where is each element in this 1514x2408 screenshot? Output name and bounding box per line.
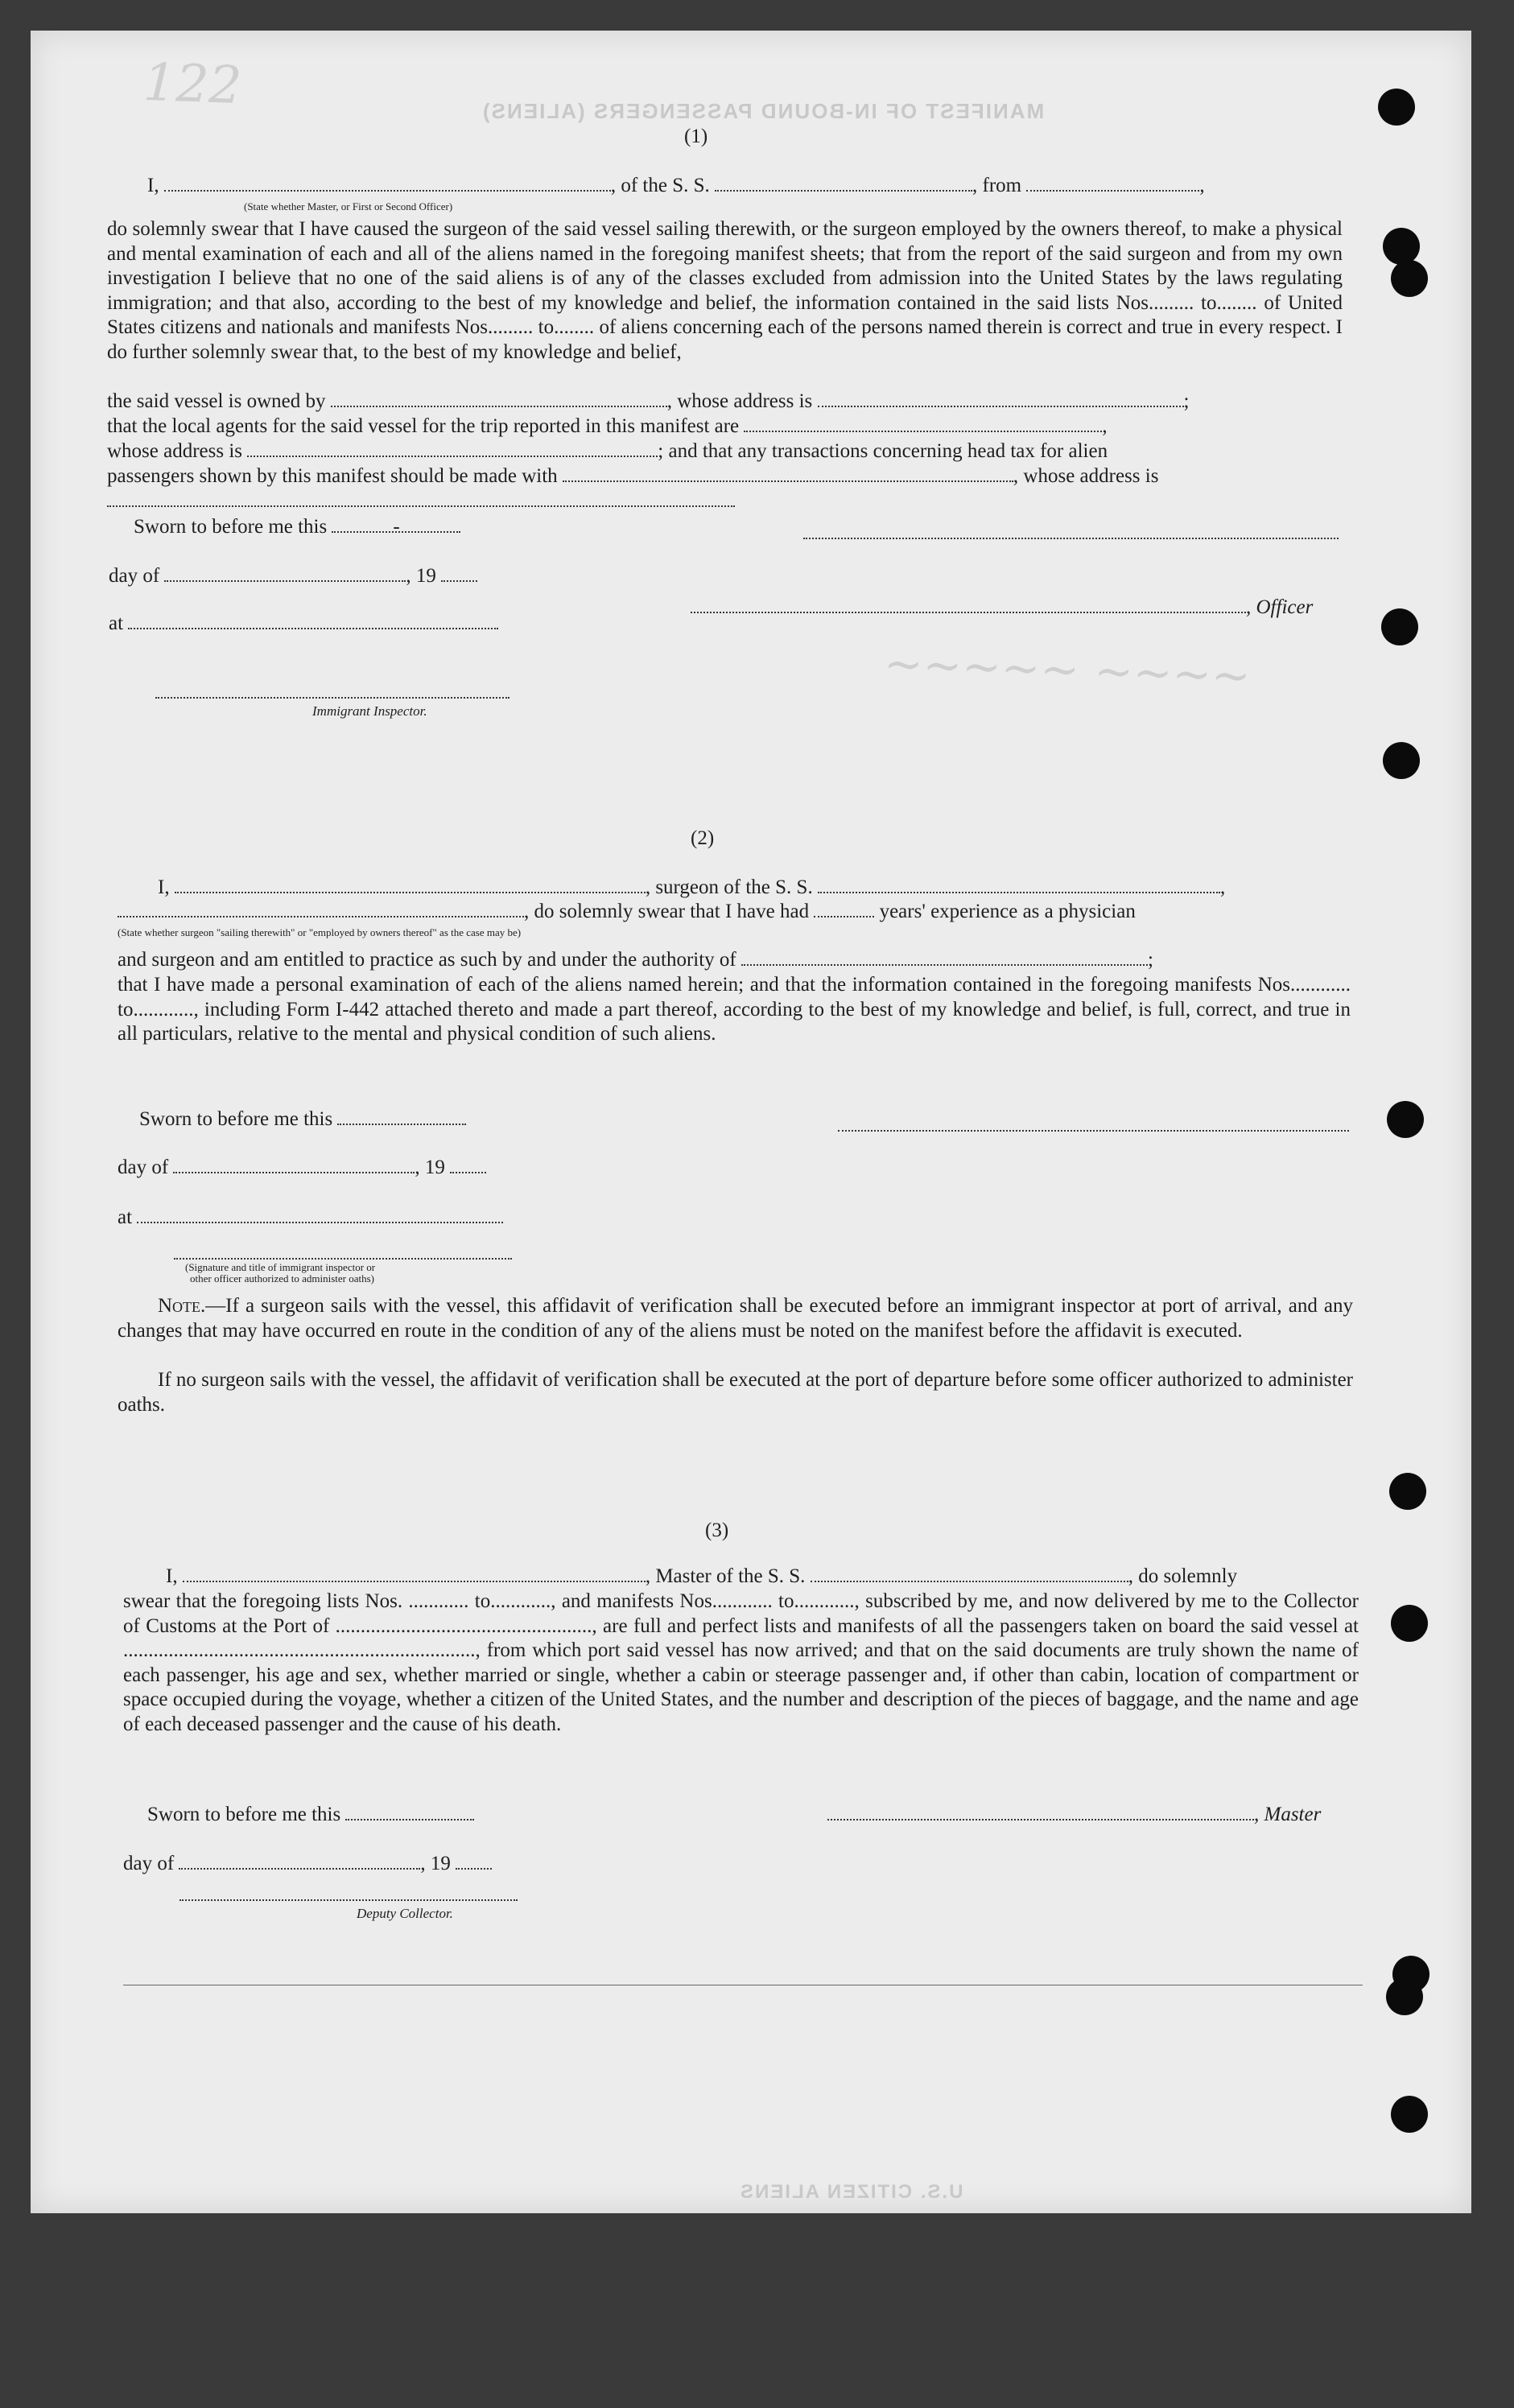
- s1-address-continuation-blank: [107, 505, 735, 507]
- s2-note-label: Note.: [158, 1295, 206, 1317]
- s2-swear-label: , do solemnly swear that I have had: [524, 901, 810, 922]
- s1-at-line: [109, 612, 498, 636]
- s1-at-blank: [128, 612, 498, 629]
- s2-signature-blank: [174, 1258, 512, 1260]
- s1-passengers-label: passengers shown by this manifest should be made with: [107, 465, 558, 487]
- s2-i-label: I,: [158, 876, 170, 898]
- s1-line1-end: ,: [1199, 175, 1205, 196]
- s1-day-label: day of: [109, 565, 160, 587]
- s1-sworn-line: [134, 515, 460, 539]
- s2-sig-note-1: (Signature and title of immigrant inspector or: [185, 1261, 376, 1273]
- bleed-through-footer: U.S. CITIZEN ALIENS: [739, 2181, 963, 2203]
- s2-sworn-blank: [337, 1107, 466, 1125]
- s1-sworn-right-blank: [803, 538, 1339, 539]
- s1-officer-line: [691, 596, 1313, 620]
- s3-sworn-blank: [345, 1803, 474, 1820]
- s2-years-blank: [814, 900, 874, 917]
- s1-sworn-label: Sworn to before me this: [134, 516, 328, 538]
- s1-head-tax-party-blank: [563, 464, 1013, 482]
- s2-note-1-text: —If a surgeon sails with the vessel, this affidavit of verification shall be executed before an immigrant inspector at port of arrival, and any changes that may have occurred en route in the condition of any of the aliens must be noted on the manifest before the affidavit is executed.: [118, 1295, 1353, 1342]
- s2-authority-end: ;: [1148, 949, 1153, 971]
- s1-day-line: [109, 564, 477, 588]
- s2-authority-label: and surgeon and am entitled to practice as such by and under the authority of: [118, 949, 736, 971]
- s3-day-label: day of: [123, 1853, 175, 1874]
- s1-day-blank: [164, 564, 406, 582]
- s1-passengers-line: [107, 464, 1158, 489]
- section-3-number: (3): [705, 1519, 729, 1541]
- s3-sworn-label: Sworn to before me this: [147, 1804, 341, 1825]
- s3-collector-sign-blank: [179, 1899, 518, 1901]
- s1-sworn-value: -: [393, 516, 400, 538]
- s2-ship-blank: [818, 876, 1220, 893]
- s1-owner-blank: [331, 390, 667, 407]
- s1-owned-line: [107, 390, 1189, 414]
- punch-hole: [1381, 608, 1418, 645]
- s1-owned-label: the said vessel is owned by: [107, 390, 326, 412]
- s2-sworn-right-blank: [838, 1130, 1349, 1132]
- punch-hole: [1391, 1605, 1428, 1642]
- s1-agents-blank: [744, 414, 1102, 432]
- s3-line1-end: , do solemnly: [1128, 1565, 1238, 1587]
- s1-address-line: [107, 439, 1108, 464]
- s3-year-label: , 19: [420, 1853, 451, 1874]
- s2-note-1: [118, 1294, 1353, 1343]
- punch-hole: [1391, 260, 1428, 297]
- s1-from-label: , from: [972, 175, 1022, 196]
- s2-year-label: , 19: [415, 1157, 445, 1178]
- s3-year-blank: [456, 1852, 492, 1870]
- s3-i-label: I,: [166, 1565, 178, 1587]
- section-2-number: (2): [691, 827, 715, 849]
- s3-collector-label: Deputy Collector.: [357, 1906, 453, 1921]
- s3-ship-blank: [811, 1565, 1128, 1582]
- s2-at-line: [118, 1206, 503, 1230]
- s2-authority-blank: [741, 948, 1148, 966]
- page-number-handwritten: 122: [142, 52, 243, 117]
- s2-years-label: years' experience as a physician: [879, 901, 1136, 922]
- s3-master-name-blank: [183, 1565, 646, 1582]
- s2-year-blank: [450, 1156, 486, 1173]
- s3-master-sign-label: , Master: [1254, 1804, 1322, 1825]
- punch-hole: [1387, 1101, 1424, 1138]
- s1-agents-label: that the local agents for the said vessel for the trip reported in this manifest are: [107, 415, 740, 437]
- s2-line1: [158, 876, 1225, 900]
- s1-year-label: , 19: [406, 565, 436, 587]
- s2-surgeon-name-blank: [175, 876, 646, 893]
- s2-at-label: at: [118, 1206, 133, 1228]
- s1-agents-address-blank: [247, 439, 658, 457]
- s1-of-ss-label: , of the S. S.: [610, 175, 710, 196]
- s1-agents-address-label: whose address is: [107, 440, 243, 462]
- s2-status-blank: [118, 900, 524, 917]
- s3-master-sign-line: [827, 1803, 1321, 1827]
- bleed-through-header: MANIFEST OF IN-BOUND PASSENGERS (ALIENS): [481, 99, 1045, 123]
- punch-hole: [1389, 1473, 1426, 1510]
- s1-officer-sign-blank: [691, 596, 1246, 613]
- s1-at-label: at: [109, 612, 124, 634]
- s2-authority-line: [118, 948, 1153, 972]
- s2-surgeon-label: , surgeon of the S. S.: [645, 876, 813, 898]
- s1-sworn-blank: [332, 515, 460, 538]
- bleed-through-signature: ~~~~~ ~~~~: [882, 636, 1252, 703]
- s2-day-blank: [173, 1156, 415, 1173]
- s1-inspector-label: Immigrant Inspector.: [312, 703, 427, 719]
- punch-hole: [1383, 228, 1420, 265]
- s1-ship-blank: [715, 174, 972, 192]
- s2-paragraph: that I have made a personal examination of each of the aliens named herein; and that the information contained in the foregoing manifests Nos............ to............, including Form I-442 attached thereto and made a part thereof, according to the best of my knowledge and belief, is full, correct, and true in all particulars, relative to the mental and physical condition of such aliens.: [118, 974, 1351, 1045]
- section-1-number: (1): [684, 126, 708, 147]
- s1-from-blank: [1026, 174, 1199, 192]
- s2-at-blank: [137, 1206, 503, 1223]
- punch-hole: [1383, 742, 1420, 779]
- s3-master-label: , Master of the S. S.: [645, 1565, 806, 1587]
- s3-master-sign-blank: [827, 1803, 1254, 1820]
- s1-agents-line: [107, 414, 1108, 439]
- s1-line1: [147, 174, 1205, 198]
- s1-head-tax-text: ; and that any transactions concerning head tax for alien: [658, 440, 1108, 462]
- punch-hole: [1391, 2096, 1428, 2133]
- s3-day-blank: [179, 1852, 420, 1870]
- s1-agents-end: ,: [1102, 415, 1108, 437]
- s2-surgeon-note: (State whether surgeon "sailing therewith" or "employed by owners thereof" as the case may be): [118, 926, 522, 938]
- s1-owned-end: ;: [1183, 390, 1190, 412]
- s3-day-line: [123, 1852, 492, 1876]
- s1-year-blank: [441, 564, 477, 582]
- s1-inspector-sign-blank: [155, 697, 509, 699]
- s1-owner-address-blank: [818, 390, 1184, 407]
- s1-paragraph: do solemnly swear that I have caused the surgeon of the said vessel sailing therewith, or the surgeon employed by the owners thereof, to make a physical and mental examination of each and all of the aliens named in the foregoing manifest sheets; that from the report of the said surgeon and from my own investigation I believe that no one of the said aliens is of any of the classes excluded from admission into the United States by the laws regulating immigration; and that also, according to the best of my knowledge and belief, the information contained in the said lists Nos......... to........ of United States citizens and nationals and manifests Nos......... to........ of aliens concerning each of the persons named therein is correct and true in every respect. I do further solemnly swear that, to the best of my knowledge and belief,: [107, 218, 1343, 363]
- s1-whose-address-label: , whose address is: [666, 390, 813, 412]
- s2-sig-note-2: other officer authorized to administer oaths): [190, 1272, 374, 1284]
- punch-hole: [1386, 1978, 1423, 2015]
- s2-sworn-label: Sworn to before me this: [139, 1108, 333, 1130]
- document-page: [31, 31, 1471, 2213]
- s3-sworn-line: [147, 1803, 474, 1827]
- s1-i-label: I,: [147, 175, 159, 196]
- s2-day-label: day of: [118, 1157, 169, 1178]
- s1-officer-label: , Officer: [1246, 596, 1314, 618]
- s1-officer-note: (State whether Master, or First or Second Officer): [244, 200, 453, 212]
- s2-note-2: If no surgeon sails with the vessel, the affidavit of verification shall be executed at the port of departure before some officer authorized to administer oaths.: [118, 1369, 1353, 1416]
- s2-sworn-line: [139, 1107, 466, 1132]
- s3-line1: [166, 1565, 1237, 1589]
- s2-day-line: [118, 1156, 486, 1180]
- s2-line1-end: ,: [1219, 876, 1226, 898]
- s2-line2: [118, 900, 1136, 924]
- s1-officer-blank: [164, 174, 611, 192]
- s3-paragraph: swear that the foregoing lists Nos. ............ to............, and manifests Nos............ to............, subscribed by me, and now delivered by me to the Collector of Customs at the Port of ..................................................., are full and perfect lists and manifests of all the passengers taken on board the said vessel at ......................................................................, from which port said vessel has now arrived; and that on the said documents are truly shown the name of each passenger, his age and sex, whether married or single, whether a cabin or steerage passenger and, if other than cabin, location of compartment or space occupied during the voyage, whether a citizen of the United States, and the number and description of the pieces of baggage, and the name and age of each deceased passenger and the cause of his death.: [123, 1590, 1359, 1735]
- punch-hole: [1378, 89, 1415, 126]
- s1-whose-address-end: , whose address is: [1013, 465, 1159, 487]
